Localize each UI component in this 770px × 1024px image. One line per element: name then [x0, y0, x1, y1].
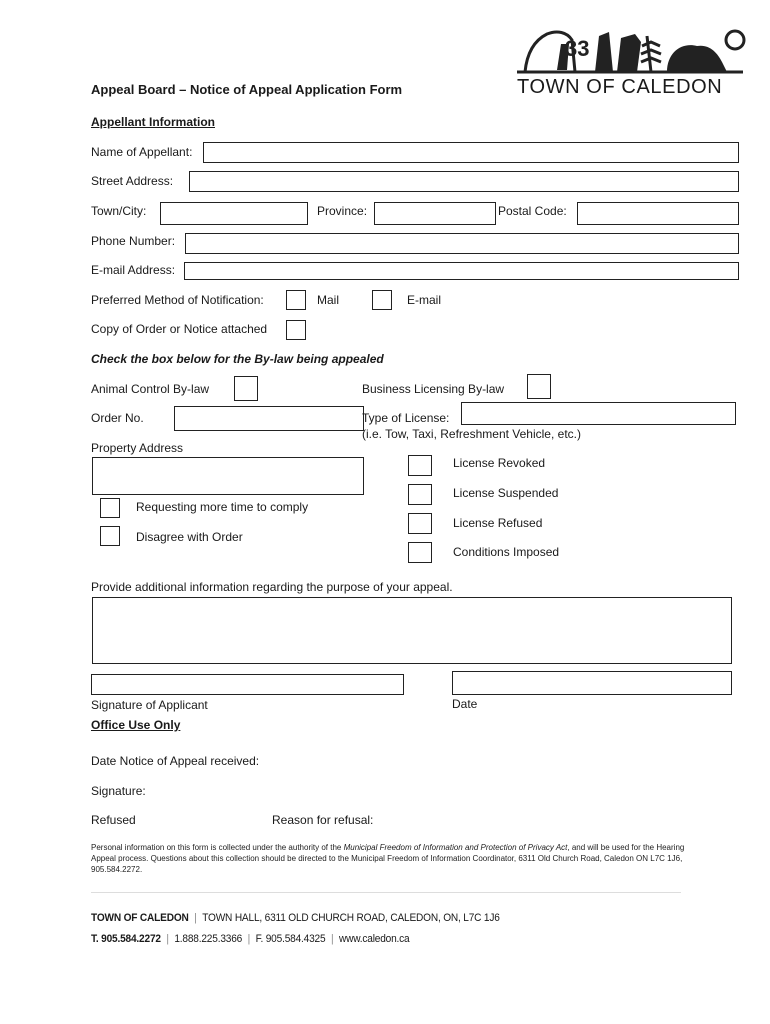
email-checkbox[interactable] [372, 290, 392, 310]
license-type-hint: (i.e. Tow, Taxi, Refreshment Vehicle, etc.) [362, 427, 581, 441]
page-title: Appeal Board – Notice of Appeal Application Form [91, 82, 403, 97]
email-label: E-mail Address: [91, 263, 176, 277]
refused-label: License Refused [453, 516, 543, 530]
revoked-checkbox[interactable] [408, 455, 432, 476]
conditions-checkbox[interactable] [408, 542, 432, 563]
signature-input[interactable] [91, 674, 404, 695]
office-refused-label: Refused [91, 813, 136, 827]
phone-label: Phone Number: [91, 234, 176, 248]
email-input[interactable] [184, 262, 739, 280]
svg-text:33: 33 [565, 36, 590, 61]
suspended-label: License Suspended [453, 486, 559, 500]
animal-label: Animal Control By-law [91, 382, 210, 396]
conditions-label: Conditions Imposed [453, 545, 560, 559]
date-label: Date [452, 697, 478, 711]
footer-contacts: T. 905.584.2272 | 1.888.225.3366 | F. 905.584.4325 | www.caledon.ca [91, 933, 410, 945]
license-type-input[interactable] [461, 402, 736, 425]
animal-checkbox[interactable] [234, 376, 258, 401]
bylaw-heading: Check the box below for the By-law being appealed [91, 352, 384, 366]
signature-label: Signature of Applicant [91, 698, 208, 712]
divider [91, 892, 681, 893]
date-received-label: Date Notice of Appeal received: [91, 754, 260, 768]
property-input[interactable] [92, 457, 364, 495]
street-label: Street Address: [91, 174, 174, 188]
date-input[interactable] [452, 671, 732, 695]
privacy-notice: Personal information on this form is collected under the authority of the Municipal Freedom of Information and Protection of Privacy Act, and will be used for the Hearing Appeal process. Questions about this collection should be directed to the Municipal Freedom of Information Coordinator, 6311 Old Church Road, Caledon ON L7C 1J6, 905.584.2272. [91, 843, 685, 874]
province-label: Province: [317, 204, 368, 218]
additional-textarea[interactable] [92, 597, 732, 664]
mail-checkbox[interactable] [286, 290, 306, 310]
order-label: Order No. [91, 411, 144, 425]
street-input[interactable] [189, 171, 739, 192]
license-type-label: Type of License: [362, 411, 450, 425]
logo-text: TOWN OF CALEDON [517, 76, 723, 98]
town-input[interactable] [160, 202, 308, 225]
additional-label: Provide additional information regarding the purpose of your appeal. [91, 580, 453, 594]
email-option-label: E-mail [407, 293, 442, 307]
office-heading: Office Use Only [91, 718, 181, 732]
office-signature-label: Signature: [91, 784, 146, 798]
phone-input[interactable] [185, 233, 739, 254]
suspended-checkbox[interactable] [408, 484, 432, 505]
business-checkbox[interactable] [527, 374, 551, 399]
town-label: Town/City: [91, 204, 147, 218]
province-input[interactable] [374, 202, 496, 225]
copy-checkbox[interactable] [286, 320, 306, 340]
property-label: Property Address [91, 441, 184, 455]
town-logo-icon [517, 22, 747, 74]
disagree-checkbox[interactable] [100, 526, 120, 546]
disagree-label: Disagree with Order [136, 530, 243, 544]
appellant-heading: Appellant Information [91, 115, 215, 129]
revoked-label: License Revoked [453, 456, 546, 470]
more-time-checkbox[interactable] [100, 498, 120, 518]
name-input[interactable] [203, 142, 739, 163]
order-input[interactable] [174, 406, 364, 431]
reason-label: Reason for refusal: [272, 813, 374, 827]
copy-label: Copy of Order or Notice attached [91, 322, 268, 336]
notification-label: Preferred Method of Notification: [91, 293, 264, 307]
business-label: Business Licensing By-law [362, 382, 505, 396]
postal-label: Postal Code: [498, 204, 567, 218]
postal-input[interactable] [577, 202, 739, 225]
more-time-label: Requesting more time to comply [136, 500, 309, 514]
refused-checkbox[interactable] [408, 513, 432, 534]
mail-label: Mail [317, 293, 340, 307]
name-label: Name of Appellant: [91, 145, 193, 159]
footer-address: TOWN OF CALEDON | TOWN HALL, 6311 OLD CHURCH ROAD, CALEDON, ON, L7C 1J6 [91, 912, 500, 924]
